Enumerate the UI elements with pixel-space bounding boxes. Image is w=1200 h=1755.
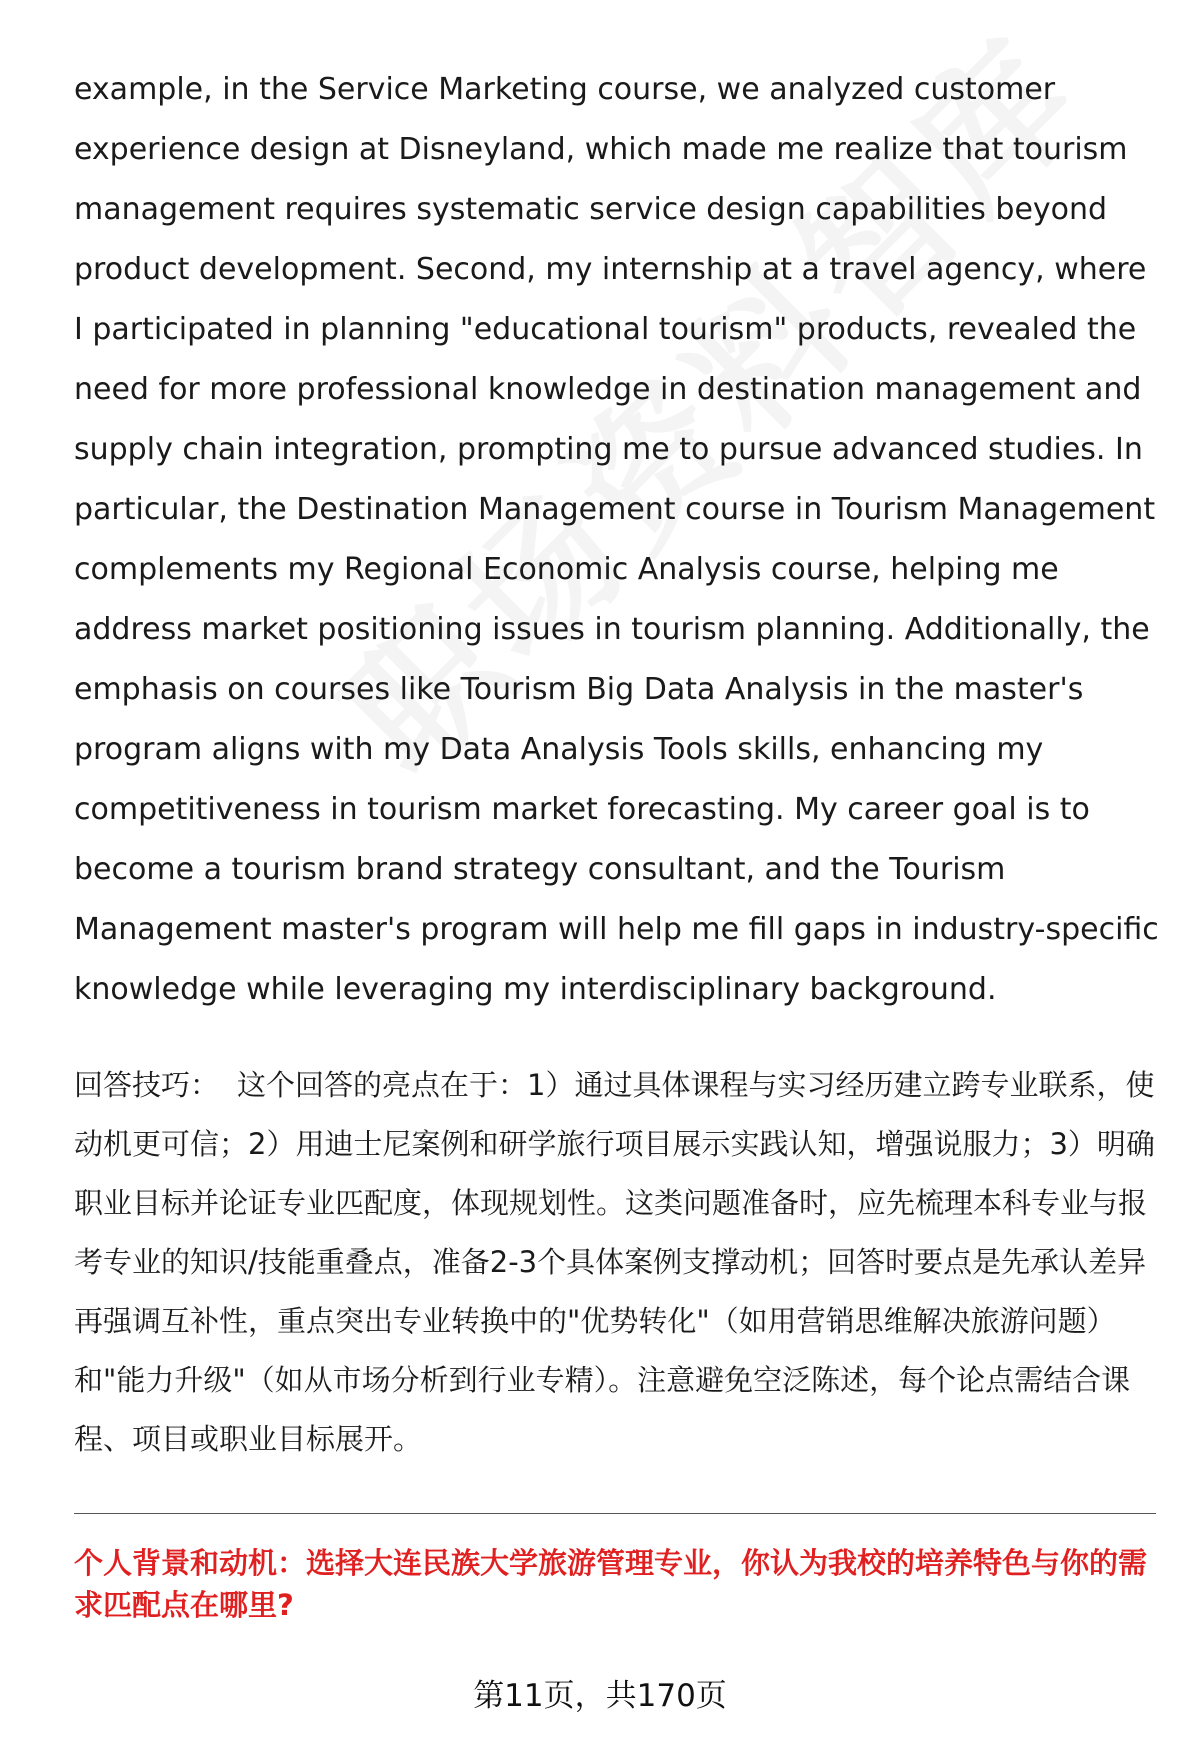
- next-question-heading: 个人背景和动机：选择大连民族大学旅游管理专业，你认为我校的培养特色与你的需求匹配点在哪里?: [74, 1546, 1148, 1622]
- section-divider: [74, 1513, 1156, 1514]
- page-number-footer: 第11页，共170页: [473, 1678, 727, 1714]
- tips-label: 回答技巧：: [74, 1068, 220, 1102]
- answer-paragraph: example, in the Service Marketing course, we analyzed customer experience design at Disneyland, which made me realize that tourism management requires systematic service design capabilities beyond product development. Second, my internship at a travel agency, where I participated in planning "educational tourism" products, revealed the need for more professional knowledge in destination management and supply chain integration, prompting me to pursue advanced studies. In particular, the Destination Management course in Tourism Management complements my Regional Economic Analysis course, helping me address market positioning issues in tourism planning. Additionally, the emphasis on courses like Tourism Big Data Analysis in the master's program aligns with my Data Analysis Tools skills, enhancing my competitiveness in tourism market forecasting. My career goal is to become a tourism brand strategy consultant, and the Tourism Management master's program will help me fill gaps in industry-specific knowledge while leveraging my interdisciplinary background.: [74, 72, 1159, 1007]
- answer-tips: [74, 1056, 1164, 1469]
- tips-text: 这个回答的亮点在于：1）通过具体课程与实习经历建立跨专业联系，使动机更可信；2）用迪士尼案例和研学旅行项目展示实践认知，增强说服力；3）明确职业目标并论证专业匹配度，体现规划性。这类问题准备时，应先梳理本科专业与报考专业的知识/技能重叠点，准备2-3个具体案例支撑动机；回答时要点是先承认差异再强调互补性，重点突出专业转换中的"优势转化"（如用营销思维解决旅游问题）和"能力升级"（如从市场分析到行业专精）。注意避免空泛陈述，每个论点需结合课程、项目或职业目标展开。: [74, 1068, 1155, 1456]
- page-content: [74, 60, 1164, 1626]
